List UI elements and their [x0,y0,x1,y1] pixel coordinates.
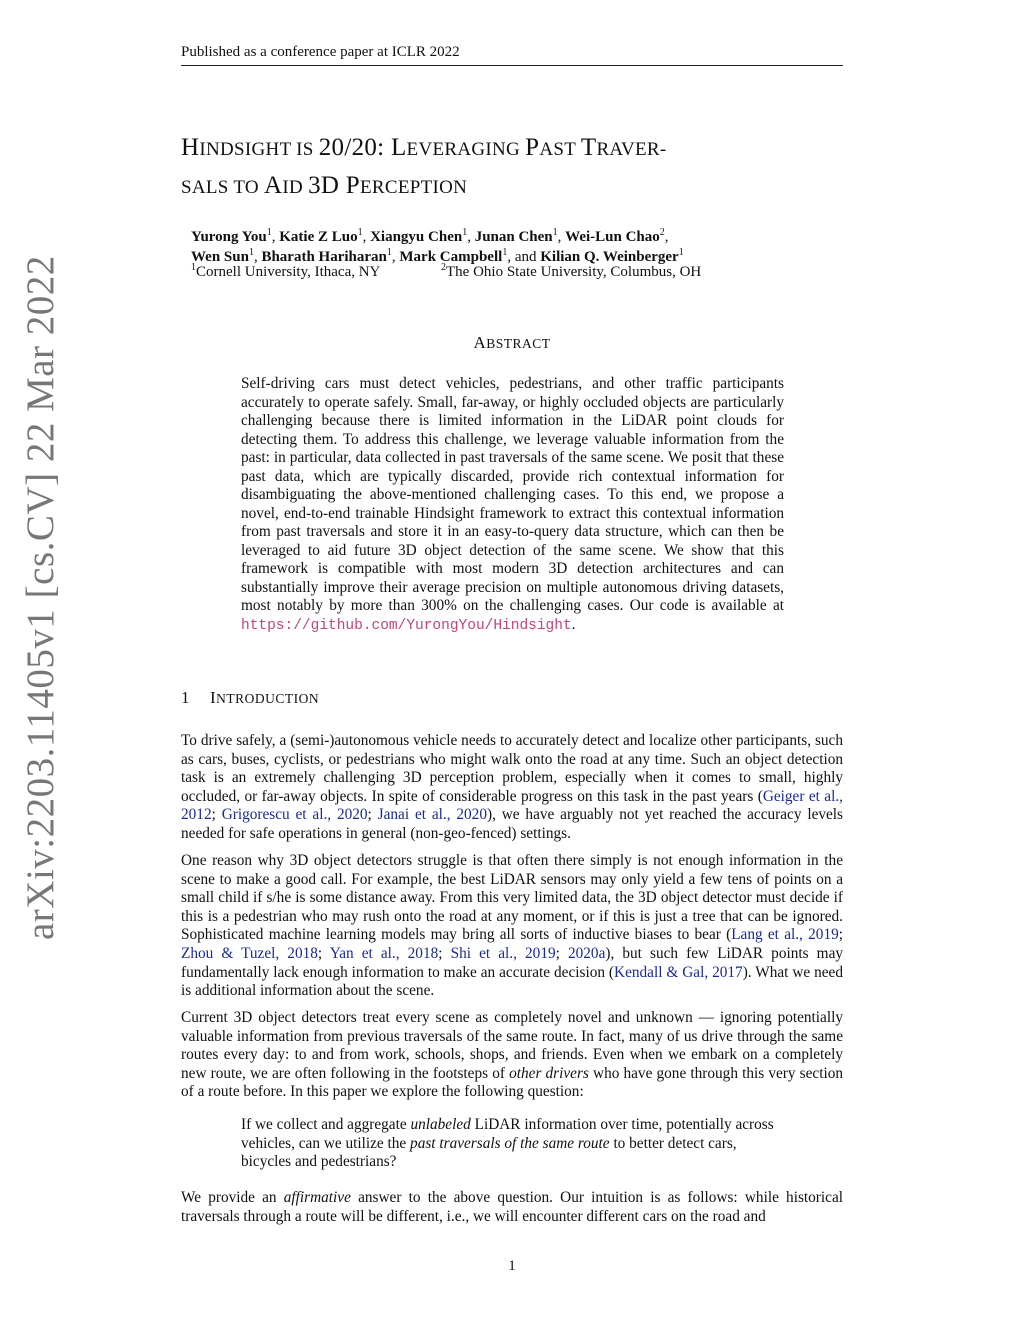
code-link[interactable]: https://github.com/YurongYou/Hindsight [241,617,572,634]
author: Kilian Q. Weinberger [540,249,679,265]
abstract-body: Self-driving cars must detect vehicles, pedestrians, and other traffic participants accurately to operate safely. Small, far-away, or highly occluded objects are particularly challenging because there is limited information in the LiDAR point clouds for detecting them. To address this challenge, we leverage valuable information from the past: in particular, data collected in past traversals of the same scene. We posit that these past data, which are typically discarded, provide rich contextual information for disambiguating the above-mentioned challenging cases. To this end, we propose a novel, end-to-end trainable Hindsight framework to extract this contextual information from past traversals and store it in an easy-to-query data structure, which can then be leveraged to aid future 3D object detection of the same scene. We show that this framework is compatible with most modern 3D detection architectures and can substantially improve their average precision on multiple autonomous driving datasets, most notably by more than 300% on the challenging cases. Our code is available at https://github.com/YurongYou/Hindsight. [241,375,784,634]
author: Mark Campbell [399,249,503,265]
citation-link[interactable]: Shi et al., 2019 [450,944,556,962]
author: Wei-Lun Chao [565,229,660,245]
author: Junan Chen [474,229,553,245]
citation-link[interactable]: Yan et al., 2018 [329,944,439,962]
author: Xiangyu Chen [370,229,463,245]
title-line-2: SALS TO AID 3D PERCEPTION [181,172,468,199]
section-heading: 1 INTRODUCTION [181,688,320,707]
paragraph-3: Current 3D object detectors treat every scene as completely novel and unknown — ignoring potentially valuable information from previous traversals of the same route. In fact, many of us drive through the same routes every day: to and from work, schools, shops, and friends. Even when we embark on a completely new route, we are often following in the footsteps of other drivers who have gone through this very section of a route before. In this paper we explore the following question: [181,1009,843,1101]
running-header: Published as a conference paper at ICLR 2022 [181,44,843,66]
citation-link[interactable]: Zhou & Tuzel, 2018 [181,944,318,962]
author: Wen Sun [191,249,249,265]
author: Yurong You [191,229,267,245]
abstract-text: Self-driving cars must detect vehicles, pedestrians, and other traffic participants accurately to operate safely. Small, far-away, or highly occluded objects are particularly challenging because there is limited information in the LiDAR point clouds for detecting them. To address this challenge, we leverage valuable information from the past: in particular, data collected in past traversals of the same scene. We posit that these past data, which are typically discarded, provide rich contextual information for disambiguating the above-mentioned challenging cases. To this end, we propose a novel, end-to-end trainable Hindsight framework to extract this contextual information from past traversals and store it in an easy-to-query data structure, which can then be leveraged to aid future 3D object detection of the same scene. We show that this framework is compatible with most modern 3D detection architectures and can substantially improve their average precision on multiple autonomous driving datasets, most notably by more than 300% on the challenging cases. Our code is available at [241,375,784,614]
author: Katie Z Luo [279,229,358,245]
citation-link[interactable]: Geiger et al., 2012 [181,787,843,824]
research-question: If we collect and aggregate unlabeled LiDAR information over time, potentially across vehicles, can we utilize the past traversals of the same route to better detect cars, bicycles and pedestrians? [241,1116,774,1171]
affiliation-2: $^2$The Ohio State University, Columbus, OH [441,262,702,280]
author: Bharath Hariharan [261,249,387,265]
citation-link[interactable]: Janai et al., 2020 [377,806,487,824]
author-list: Yurong You$^1$, Katie Z Luo$^1$, Xiangyu Chen$^1$, Junan Chen$^1$, Wei-Lun Chao$^2$, Wen Sun$^1$, Bharath Hariharan$^1$, Mark Campbell$^1$, and Kilian Q. Weinberger$^1$ [191,227,684,265]
citation-link[interactable]: Grigorescu et al., 2020 [221,806,368,824]
affiliation-1: $^1$Cornell University, Ithaca, NY [191,262,381,280]
paragraph-4: We provide an affirmative answer to the above question. Our intuition is as follows: while historical traversals through a route will be different, i.e., we will encounter different cars on the road and [181,1189,843,1225]
page-number: 1 [508,1258,516,1274]
paper-title [181,130,851,206]
paragraph-2: One reason why 3D object detectors struggle is that often there simply is not enough information in the scene to make a good call. For example, the best LiDAR sensors may only yield a few tens of points on a small child if s/he is some distance away. From this very limited data, the 3D object detector must decide if this is a pedestrian who may rush onto the road at any moment, or if this is just a tree that can be ignored. Sophisticated machine learning models may bring all sorts of inductive biases to bear (Lang et al., 2019; Zhou & Tuzel, 2018; Yan et al., 2018; Shi et al., 2019; 2020a), but such few LiDAR points may fundamentally lack enough information to make an accurate decision (Kendall & Gal, 2017). What we need is additional information about the scene. [181,852,844,1000]
paragraph-1: To drive safely, a (semi-)autonomous vehicle needs to accurately detect and localize other participants, such as cars, buses, cyclists, or pedestrians who might walk onto the road at any time. Such an object detection task is an extremely challenging 3D perception problem, especially when it comes to small, highly occluded, or far-away objects. In spite of considerable progress on this task in the past years (Geiger et al., 2012; Grigorescu et al., 2020; Janai et al., 2020), we have arguably not yet reached the accuracy levels needed for safe operations in general (non-geo-fenced) settings. [181,732,843,842]
citation-link[interactable]: Lang et al., 2019 [731,926,839,944]
citation-link[interactable]: 2020a [567,944,606,962]
title-line-1: HINDSIGHT IS 20/20: LEVERAGING PAST TRAVER- [181,134,667,161]
abstract-heading: ABSTRACT [473,333,551,352]
arxiv-watermark: arXiv:2203.11405v1 [cs.CV] 22 Mar 2022 [19,255,62,940]
citation-link[interactable]: Kendall & Gal, 2017 [614,963,743,981]
